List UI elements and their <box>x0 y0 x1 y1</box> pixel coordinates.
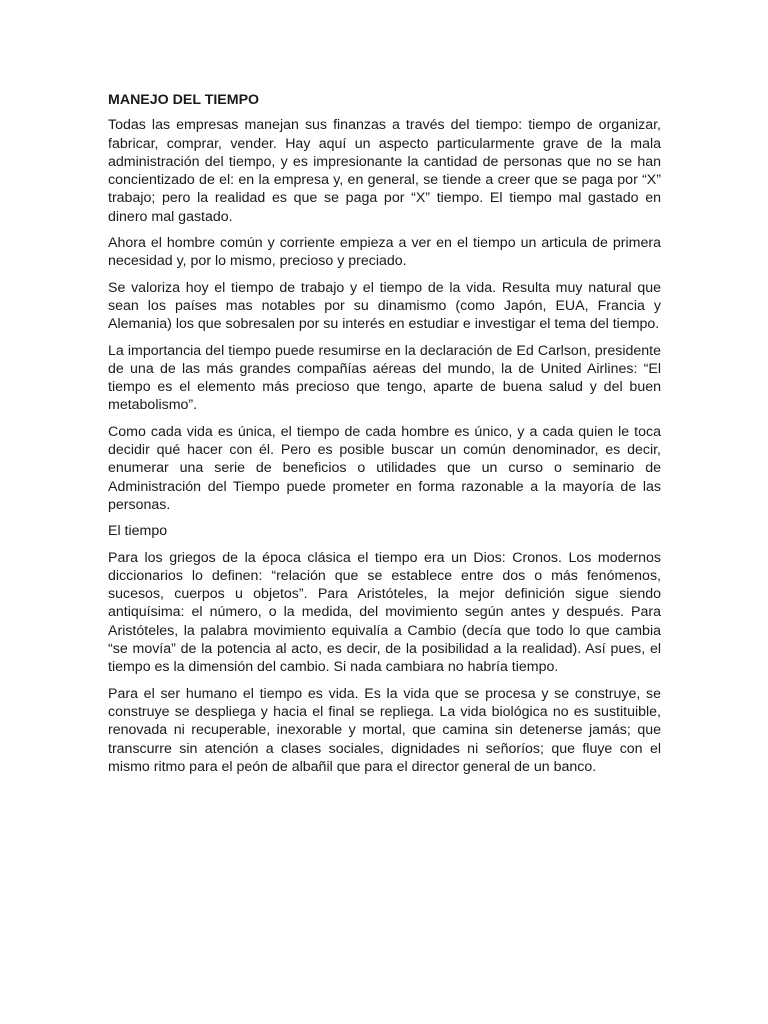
paragraph-valoriza: Se valoriza hoy el tiempo de trabajo y el tiempo de la vida. Resulta muy natural que sean los países mas notables por su dinamismo (como Japón, EUA, Francia y Alemania) los que sobresalen por su interés en estudiar e investigar el tema del tiempo. <box>108 279 661 333</box>
paragraph-griegos: Para los griegos de la época clásica el tiempo era un Dios: Cronos. Los modernos diccionarios lo definen: “relación que se establece entre dos o más fenómenos, sucesos, cuerpos u objetos”. Para Aristóteles, la mejor definición sigue siendo antiquísima: el número, o la medida, del movimiento según antes y después. Para Aristóteles, la palabra movimiento equivalía a Cambio (decía que todo lo que cambia “se movía” de la potencia al acto, es decir, de la posibilidad a la realidad). Así pues, el tiempo es la dimensión del cambio. Si nada cambiara no habría tiempo. <box>108 549 661 676</box>
section-heading-el-tiempo: El tiempo <box>108 523 168 540</box>
document-body <box>108 91 661 784</box>
paragraph-ser-humano: Para el ser humano el tiempo es vida. Es la vida que se procesa y se construye, se construye se despliega y hacia el final se repliega. La vida biológica no es sustituible, renovada ni recuperable, inexorable y mortal, que camina sin detenerse jamás; que transcurre sin atención a clases sociales, dignidades ni señoríos; que fluye con el mismo ritmo para el peón de albañil que para el director general de un banco. <box>108 685 661 775</box>
paragraph-hombre-comun: Ahora el hombre común y corriente empieza a ver en el tiempo un articula de primera necesidad y, por lo mismo, precioso y preciado. <box>108 235 661 270</box>
paragraph-importancia: La importancia del tiempo puede resumirse en la declaración de Ed Carlson, presidente de una de las más grandes compañías aéreas del mundo, la de United Airlines: “El tiempo es el elemento más precioso que tengo, aparte de buena salud y del buen metabolismo”. <box>108 342 661 414</box>
paragraph-cada-vida: Como cada vida es única, el tiempo de cada hombre es único, y a cada quien le toca decidir qué hacer con él. Pero es posible buscar un común denominador, es decir, enumerar una serie de beneficios o utilidades que un curso o seminario de Administración del Tiempo puede prometer en forma razonable a la mayoría de las personas. <box>108 423 661 513</box>
document-title: MANEJO DEL TIEMPO <box>108 92 260 108</box>
paragraph-empresas: Todas las empresas manejan sus finanzas a través del tiempo: tiempo de organizar, fabricar, comprar, vender. Hay aquí un aspecto particularmente grave de la mala administración del tiempo, y es impresionante la cantidad de personas que no se han concientizado de el: en la empresa y, en general, se tiende a creer que se paga por “X” trabajo; pero la realidad es que se paga por “X” tiempo. El tiempo mal gastado en dinero mal gastado. <box>108 117 661 225</box>
